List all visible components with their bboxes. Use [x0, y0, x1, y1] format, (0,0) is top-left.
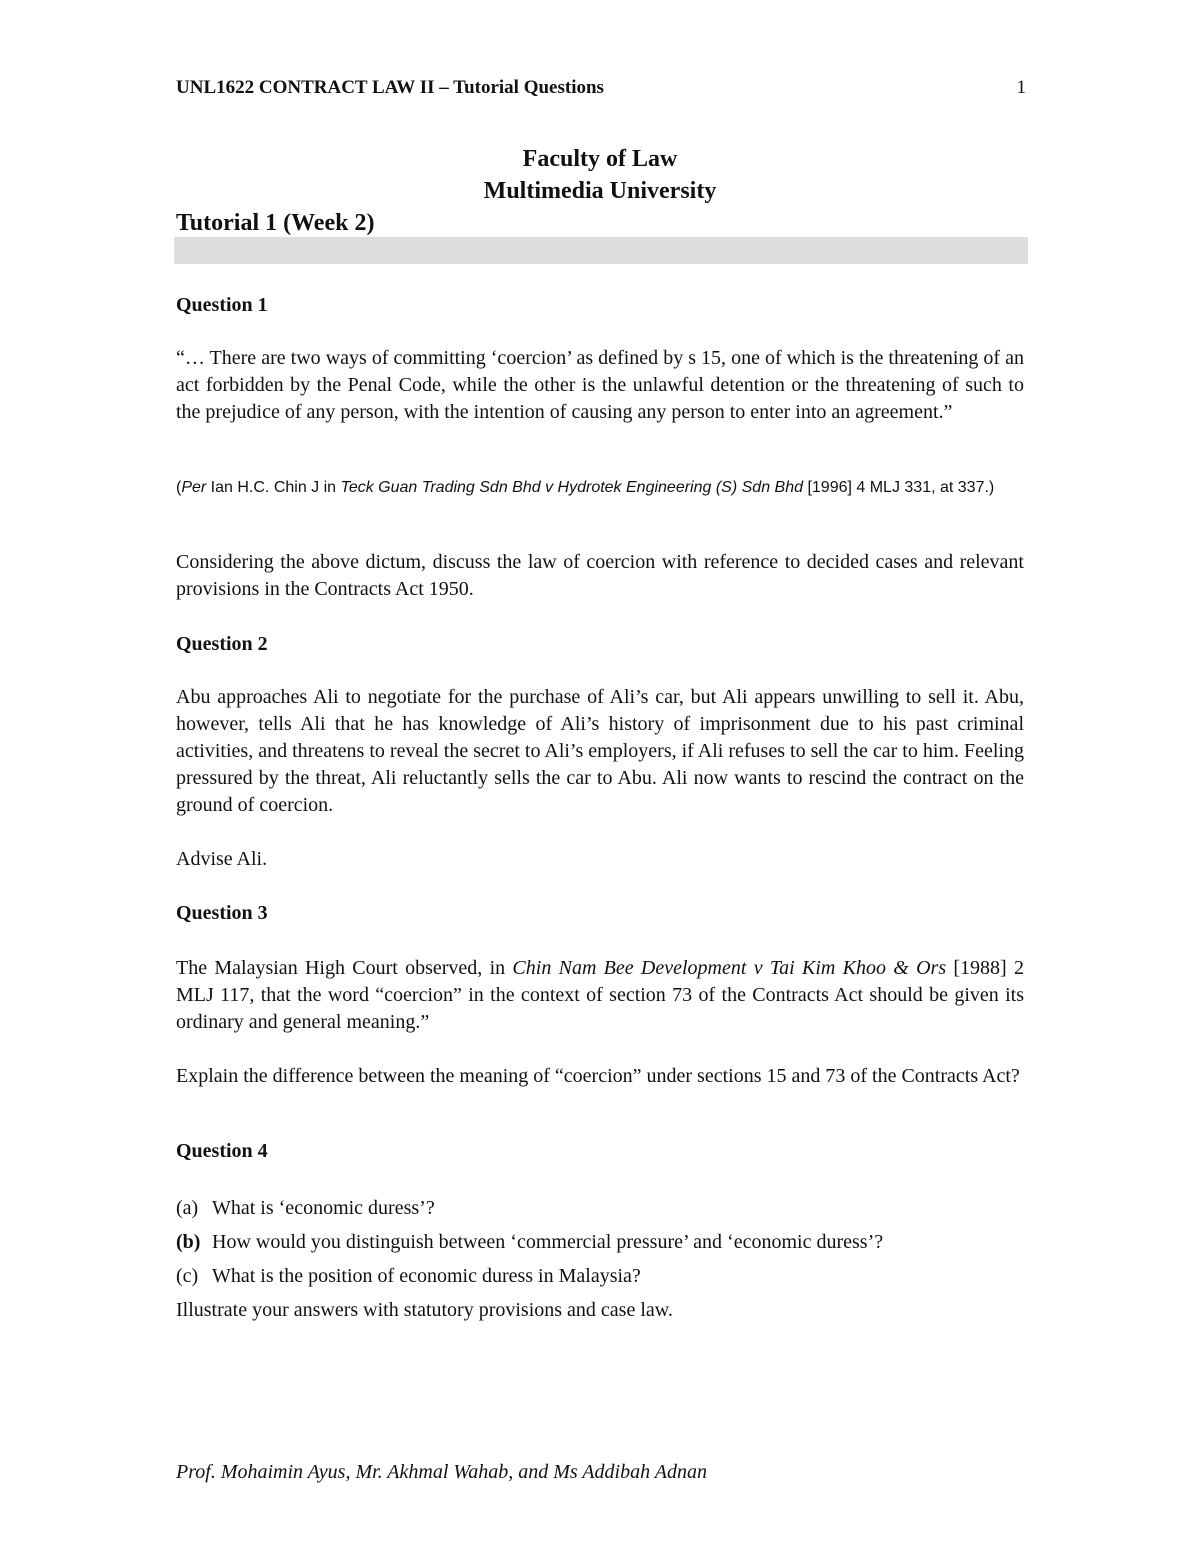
item-text: How would you distinguish between ‘commercial pressure’ and ‘economic duress’?: [212, 1231, 884, 1253]
item-text: What is the position of economic duress in Malaysia?: [212, 1265, 641, 1287]
question-2-heading: Question 2: [176, 633, 268, 655]
question-4-item-b: [176, 1227, 1024, 1257]
university-name: Multimedia University: [483, 178, 717, 204]
question-3-task: Explain the difference between the meaning of “coercion” under sections 15 and 73 of the Contracts Act?: [176, 1065, 1020, 1087]
question-1-citation: [176, 475, 1024, 500]
question-3-text-before: The Malaysian High Court observed, in: [176, 957, 513, 979]
item-marker: (b): [176, 1231, 201, 1253]
title-divider-bar: [174, 237, 1028, 264]
footer-authors: Prof. Mohaimin Ayus, Mr. Akhmal Wahab, and Ms Addibah Adnan: [176, 1461, 707, 1483]
item-marker: (c): [176, 1265, 199, 1287]
question-2-task: Advise Ali.: [176, 848, 268, 870]
question-4-heading: Question 4: [176, 1140, 268, 1162]
item-marker: (a): [176, 1197, 199, 1219]
citation-open: (: [176, 479, 182, 496]
question-3-heading: Question 3: [176, 902, 268, 924]
header-title: UNL1622 CONTRACT LAW II – Tutorial Questions: [176, 77, 604, 98]
citation-per: Per: [181, 479, 207, 496]
page-number: 1: [1016, 77, 1026, 98]
citation-reference: [1996] 4 MLJ 331, at 337.): [803, 479, 995, 496]
faculty-name: Faculty of Law: [522, 146, 678, 172]
citation-judge: Ian H.C. Chin J in: [206, 479, 341, 496]
running-header: [176, 74, 1026, 102]
question-3-text-after: [1988] 2 MLJ 117, that the word “coercion” in the context of section 73 of the Contracts Act should be given its ordinary and general meaning.”: [176, 957, 1024, 1033]
item-text: What is ‘economic duress’?: [212, 1197, 435, 1219]
question-1-heading: Question 1: [176, 294, 268, 316]
question-3-text: [176, 955, 1024, 1036]
question-4-item-a: [176, 1193, 1024, 1223]
question-4-instruction: Illustrate your answers with statutory provisions and case law.: [176, 1299, 673, 1321]
tutorial-title: Tutorial 1 (Week 2): [176, 210, 375, 236]
question-3-case-name: Chin Nam Bee Development v Tai Kim Khoo & Ors: [512, 957, 947, 979]
question-1-task: Considering the above dictum, discuss the law of coercion with reference to decided cases and relevant provisions in the Contracts Act 1950.: [176, 551, 1024, 600]
question-4-item-c: [176, 1261, 1024, 1291]
question-1-quote: “… There are two ways of committing ‘coercion’ as defined by s 15, one of which is the threatening of an act forbidden by the Penal Code, while the other is the unlawful detention or the threatening of such to the prejudice of any person, with the intention of causing any person to enter into an agreement.”: [176, 347, 1024, 423]
citation-case-name: Teck Guan Trading Sdn Bhd v Hydrotek Engineering (S) Sdn Bhd: [340, 479, 803, 496]
question-2-scenario: Abu approaches Ali to negotiate for the purchase of Ali’s car, but Ali appears unwilling to sell it. Abu, however, tells Ali that he has knowledge of Ali’s history of imprisonment due to his past criminal activities, and threatens to reveal the secret to Ali’s employers, if Ali refuses to sell the car to him. Feeling pressured by the threat, Ali reluctantly sells the car to Abu. Ali now wants to rescind the contract on the ground of coercion.: [176, 686, 1024, 816]
